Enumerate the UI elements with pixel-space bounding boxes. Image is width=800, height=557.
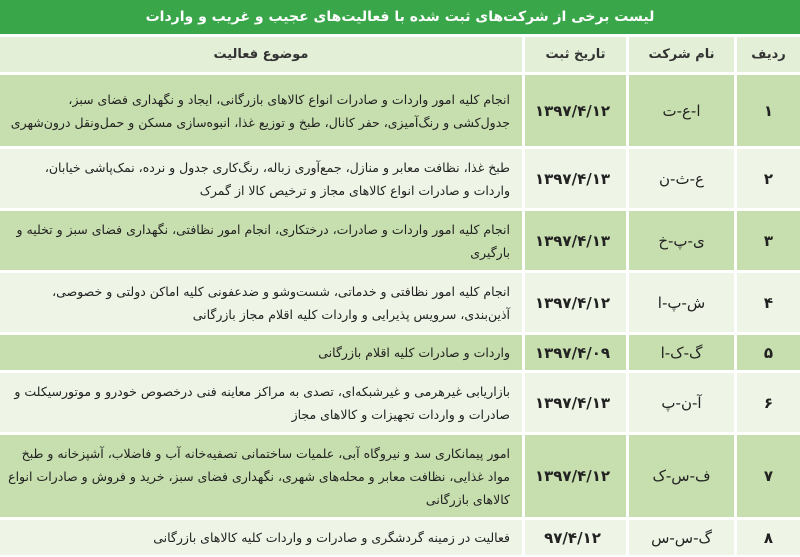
row-number: ۴	[734, 273, 800, 332]
table-row	[0, 520, 800, 555]
header-activity: موضوع فعالیت	[0, 37, 522, 72]
company-name: ا-ع-ت	[626, 75, 734, 146]
activity-text: فعالیت در زمینه گردشگری و صادرات و واردات کلیه کالاهای بازرگانی	[0, 520, 522, 555]
company-name: ع-ث-ن	[626, 149, 734, 208]
company-name: گ-ک-ا	[626, 335, 734, 370]
table-row	[0, 373, 800, 432]
registration-date: ۱۳۹۷/۴/۱۳	[522, 149, 626, 208]
table-title-row	[0, 0, 800, 34]
row-number: ۶	[734, 373, 800, 432]
row-number: ۲	[734, 149, 800, 208]
header-company-name: نام شرکت	[626, 37, 734, 72]
company-name: آ-ن-پ	[626, 373, 734, 432]
row-number: ۷	[734, 435, 800, 517]
table-row	[0, 335, 800, 370]
registration-date: ۱۳۹۷/۴/۱۲	[522, 435, 626, 517]
registration-date: ۱۳۹۷/۴/۱۲	[522, 75, 626, 146]
activity-text: امور پیمانکاری سد و نیروگاه آبی، علمیات ساختمانی تصفیه‌خانه آب و فاضلاب، آشپزخانه و طبخ مواد غذایی، نظافت معابر و محله‌های شهری، نگهداری فضای سبز، خرید و فروش و صادرات انواع کالاهای بازرگانی	[0, 435, 522, 517]
table-row	[0, 435, 800, 517]
header-row	[0, 37, 800, 72]
row-number: ۸	[734, 520, 800, 555]
activity-text: طبخ غذا، نظافت معابر و منازل، جمع‌آوری زباله، رنگ‌کاری جدول و نرده، نمک‌پاشی خیابان، واردات و صادرات انواع کالاهای مجاز و ترخیص کالا از گمرک	[0, 149, 522, 208]
registration-date: ۱۳۹۷/۴/۱۳	[522, 373, 626, 432]
activity-text: واردات و صادرات کلیه اقلام بازرگانی	[0, 335, 522, 370]
registration-date: ۱۳۹۷/۴/۰۹	[522, 335, 626, 370]
row-number: ۵	[734, 335, 800, 370]
row-number: ۳	[734, 211, 800, 270]
registration-date: ۱۳۹۷/۴/۱۲	[522, 273, 626, 332]
table-row	[0, 273, 800, 332]
activity-text: انجام کلیه امور واردات و صادرات انواع کالاهای بازرگانی، ایجاد و نگهداری فضای سبز، جدول‌کشی و رنگ‌آمیزی، حفر کانال، طبخ و توزیع غذا، انبوه‌سازی مسکن و حمل‌ونقل درون‌شهری	[0, 75, 522, 146]
table-row	[0, 75, 800, 146]
row-number: ۱	[734, 75, 800, 146]
company-name: ش-پ-ا	[626, 273, 734, 332]
company-name: ف-س-ک	[626, 435, 734, 517]
company-name: گ-س-س	[626, 520, 734, 555]
activity-text: انجام کلیه امور واردات و صادرات، درختکاری، انجام امور نظافتی، نگهداری فضای سبز و تخلیه و بارگیری	[0, 211, 522, 270]
header-registration-date: تاریخ ثبت	[522, 37, 626, 72]
header-row-number: ردیف	[734, 37, 800, 72]
company-name: ی-پ-خ	[626, 211, 734, 270]
table-title: لیست برخی از شرکت‌های ثبت شده با فعالیت‌های عجیب و غریب و واردات	[0, 0, 800, 34]
table-row	[0, 149, 800, 208]
activity-text: بازاریابی غیرهرمی و غیرشبکه‌ای، تصدی به مراکز معاینه فنی درخصوص خودرو و موتورسیکلت و صادرات و واردات تجهیزات و کالاهای مجاز	[0, 373, 522, 432]
table-row	[0, 211, 800, 270]
registration-date: ۱۳۹۷/۴/۱۳	[522, 211, 626, 270]
activity-text: انجام کلیه امور نظافتی و خدماتی، شست‌وشو و ضدعفونی کلیه اماکن دولتی و خصوصی، آذین‌بندی، سرویس پذیرایی و واردات کلیه اقلام مجاز بازرگانی	[0, 273, 522, 332]
registration-date: ۹۷/۴/۱۲	[522, 520, 626, 555]
